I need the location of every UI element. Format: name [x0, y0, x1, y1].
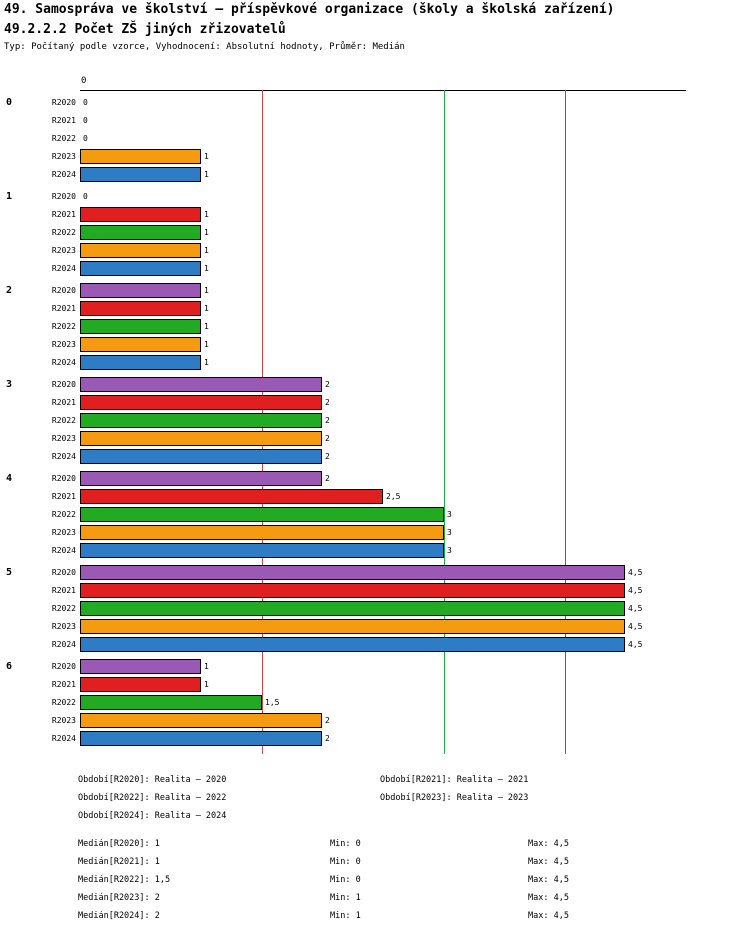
- bar-value-label: 1: [204, 662, 209, 671]
- bar: [80, 731, 322, 746]
- gridline: [444, 90, 445, 754]
- row-label: R2022: [51, 322, 76, 331]
- row-label: R2023: [51, 340, 76, 349]
- group-label: 6: [6, 661, 13, 672]
- bar-value-label: 2: [325, 398, 330, 407]
- row-label: R2020: [51, 662, 76, 671]
- bar: [80, 659, 201, 674]
- stat-min: Min: 0: [330, 857, 361, 867]
- row-label: R2021: [51, 398, 76, 407]
- row-label: R2023: [51, 152, 76, 161]
- stat-max: Max: 4,5: [528, 857, 569, 867]
- stat-max: Max: 4,5: [528, 875, 569, 885]
- bar: [80, 695, 262, 710]
- bar-value-label: 4,5: [628, 568, 643, 577]
- row-label: R2020: [51, 286, 76, 295]
- bar: [80, 507, 444, 522]
- row-label: R2023: [51, 622, 76, 631]
- bar: [80, 283, 201, 298]
- bar-value-label: 1: [204, 358, 209, 367]
- bar: [80, 637, 625, 652]
- group-label: 4: [6, 473, 13, 484]
- bar-value-label: 2: [325, 452, 330, 461]
- bar: [80, 431, 322, 446]
- row-label: R2023: [51, 434, 76, 443]
- bar: [80, 413, 322, 428]
- row-label: R2022: [51, 510, 76, 519]
- row-label: R2024: [51, 640, 76, 649]
- bar-value-label: 2: [325, 716, 330, 725]
- row-label: R2024: [51, 264, 76, 273]
- stat-median: Medián[R2021]: 1: [78, 857, 160, 867]
- bar: [80, 337, 201, 352]
- bar-value-label: 1: [204, 680, 209, 689]
- row-label: R2020: [51, 192, 76, 201]
- legend-item: Období[R2023]: Realita – 2023: [380, 793, 529, 803]
- chart-subtitle: Typ: Počítaný podle vzorce, Vyhodnocení: Absolutní hodnoty, Průměr: Medián: [4, 42, 405, 52]
- stat-median: Medián[R2020]: 1: [78, 839, 160, 849]
- bar: [80, 377, 322, 392]
- bar-value-label: 1: [204, 340, 209, 349]
- row-label: R2021: [51, 586, 76, 595]
- bar-value-label: 0: [83, 192, 88, 201]
- bar: [80, 355, 201, 370]
- bar-value-label: 1: [204, 170, 209, 179]
- bar-value-label: 0: [83, 116, 88, 125]
- bar: [80, 713, 322, 728]
- bar-value-label: 4,5: [628, 622, 643, 631]
- group-label: 5: [6, 567, 13, 578]
- bar-value-label: 1,5: [265, 698, 280, 707]
- bar-value-label: 1: [204, 264, 209, 273]
- stat-max: Max: 4,5: [528, 893, 569, 903]
- bar-value-label: 1: [204, 152, 209, 161]
- legend-item: Období[R2024]: Realita – 2024: [78, 811, 227, 821]
- bar: [80, 525, 444, 540]
- bar-value-label: 1: [204, 286, 209, 295]
- group-label: 1: [6, 191, 13, 202]
- bar: [80, 261, 201, 276]
- bar: [80, 301, 201, 316]
- bar-value-label: 1: [204, 304, 209, 313]
- bar-value-label: 2,5: [386, 492, 401, 501]
- row-label: R2022: [51, 228, 76, 237]
- bar-value-label: 3: [447, 528, 452, 537]
- bar: [80, 543, 444, 558]
- row-label: R2024: [51, 170, 76, 179]
- row-label: R2023: [51, 246, 76, 255]
- row-label: R2021: [51, 680, 76, 689]
- bar-value-label: 1: [204, 322, 209, 331]
- row-label: R2022: [51, 604, 76, 613]
- bar-value-label: 1: [204, 246, 209, 255]
- bar: [80, 601, 625, 616]
- row-label: R2020: [51, 98, 76, 107]
- row-label: R2024: [51, 452, 76, 461]
- row-label: R2020: [51, 474, 76, 483]
- bar-value-label: 0: [83, 98, 88, 107]
- bar: [80, 167, 201, 182]
- bar-value-label: 3: [447, 510, 452, 519]
- stat-median: Medián[R2024]: 2: [78, 911, 160, 921]
- bar-chart: [0, 60, 750, 760]
- bar: [80, 225, 201, 240]
- row-label: R2021: [51, 304, 76, 313]
- group-label: 0: [6, 97, 13, 108]
- row-label: R2024: [51, 734, 76, 743]
- bar-value-label: 2: [325, 474, 330, 483]
- bar-value-label: 2: [325, 380, 330, 389]
- row-label: R2022: [51, 134, 76, 143]
- axis-top-line: [80, 90, 686, 91]
- bar-value-label: 0: [83, 134, 88, 143]
- legend-item: Období[R2022]: Realita – 2022: [78, 793, 227, 803]
- bar: [80, 565, 625, 580]
- row-label: R2022: [51, 698, 76, 707]
- bar-value-label: 4,5: [628, 586, 643, 595]
- bar: [80, 471, 322, 486]
- stat-min: Min: 0: [330, 875, 361, 885]
- row-label: R2023: [51, 528, 76, 537]
- group-label: 2: [6, 285, 13, 296]
- bar-value-label: 2: [325, 734, 330, 743]
- stat-median: Medián[R2023]: 2: [78, 893, 160, 903]
- row-label: R2024: [51, 546, 76, 555]
- stat-min: Min: 1: [330, 893, 361, 903]
- bar: [80, 319, 201, 334]
- stat-median: Medián[R2022]: 1,5: [78, 875, 171, 885]
- stat-min: Min: 1: [330, 911, 361, 921]
- row-label: R2021: [51, 210, 76, 219]
- row-label: R2021: [51, 492, 76, 501]
- gridline: [565, 90, 566, 754]
- row-label: R2024: [51, 358, 76, 367]
- bar: [80, 395, 322, 410]
- bar-value-label: 2: [325, 434, 330, 443]
- chart-title: 49.2.2.2 Počet ZŠ jiných zřizovatelů: [4, 22, 286, 37]
- bar-value-label: 1: [204, 228, 209, 237]
- bar: [80, 677, 201, 692]
- bar: [80, 243, 201, 258]
- stat-max: Max: 4,5: [528, 839, 569, 849]
- bar-value-label: 1: [204, 210, 209, 219]
- page-title: 49. Samospráva ve školství – příspěvkové organizace (školy a školská zařízení): [4, 2, 615, 17]
- bar: [80, 449, 322, 464]
- group-label: 3: [6, 379, 13, 390]
- legend-item: Období[R2020]: Realita – 2020: [78, 775, 227, 785]
- stat-min: Min: 0: [330, 839, 361, 849]
- axis-zero-label: 0: [81, 76, 87, 86]
- bar-value-label: 3: [447, 546, 452, 555]
- bar-value-label: 4,5: [628, 640, 643, 649]
- bar: [80, 149, 201, 164]
- bar: [80, 619, 625, 634]
- bar: [80, 207, 201, 222]
- row-label: R2022: [51, 416, 76, 425]
- bar-value-label: 2: [325, 416, 330, 425]
- stat-max: Max: 4,5: [528, 911, 569, 921]
- bar: [80, 583, 625, 598]
- legend-item: Období[R2021]: Realita – 2021: [380, 775, 529, 785]
- row-label: R2023: [51, 716, 76, 725]
- row-label: R2020: [51, 380, 76, 389]
- row-label: R2021: [51, 116, 76, 125]
- bar: [80, 489, 383, 504]
- bar-value-label: 4,5: [628, 604, 643, 613]
- row-label: R2020: [51, 568, 76, 577]
